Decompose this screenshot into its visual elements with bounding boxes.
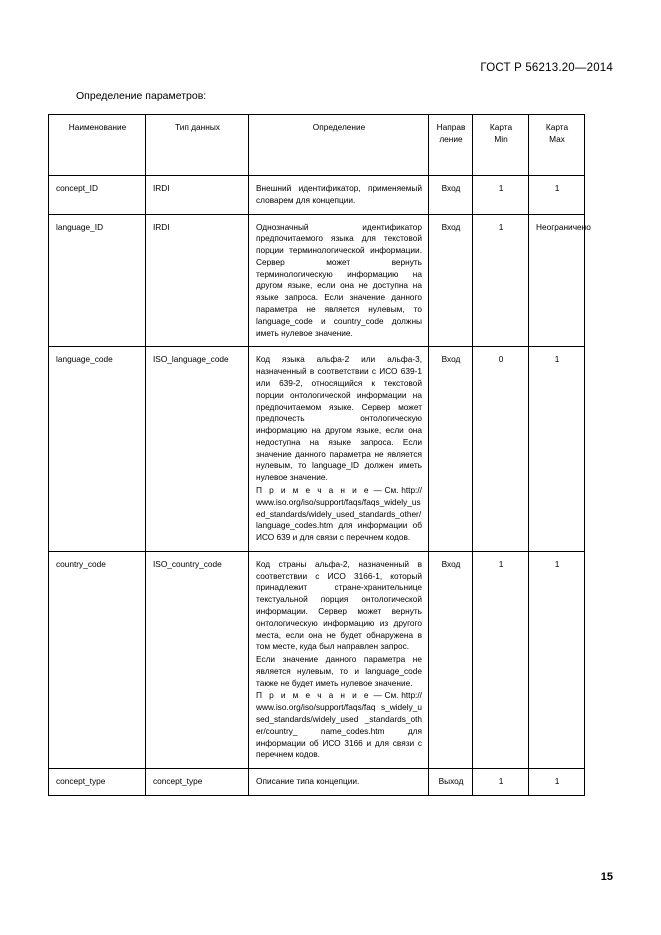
table-row xyxy=(49,214,585,347)
table-row xyxy=(49,769,585,796)
note-see: См. xyxy=(384,484,399,495)
min-line1: Карта xyxy=(489,122,513,132)
param-min: 1 xyxy=(473,551,529,768)
param-direction: Выход xyxy=(429,769,473,796)
param-type: concept_type xyxy=(146,769,249,796)
table-header-row xyxy=(49,115,585,176)
param-min: 1 xyxy=(473,176,529,215)
param-definition: Описание типа концепции. xyxy=(249,769,429,796)
table-row xyxy=(49,176,585,215)
table-row xyxy=(49,347,585,552)
param-type: ISO_country_code xyxy=(146,551,249,768)
note-tail: для информации об ИСО 639 и для связи с перечнем кодов. xyxy=(256,520,422,543)
parameters-table xyxy=(48,114,591,796)
column-header-min xyxy=(473,115,529,176)
max-line2: Max xyxy=(549,133,565,144)
param-min: 0 xyxy=(473,347,529,552)
intro-text: Определение параметров: xyxy=(76,90,207,102)
param-definition xyxy=(249,347,429,552)
direction-line1: Направ xyxy=(436,122,466,132)
definition-text-2: Если значение данного параметра не является нулевым, то и language_code также не будет иметь нулевое значение. xyxy=(256,654,422,688)
param-definition xyxy=(249,551,429,768)
param-name: language_code xyxy=(49,347,146,552)
param-type: ISO_language_code xyxy=(146,347,249,552)
note-tail: для информации об ИСО 3166 и для связи с перечнем кодов. xyxy=(256,725,422,760)
definition-note xyxy=(256,690,422,761)
definition-note xyxy=(256,485,422,544)
param-min: 1 xyxy=(473,214,529,347)
param-name: concept_ID xyxy=(49,176,146,215)
param-name: language_ID xyxy=(49,214,146,347)
param-name: concept_type xyxy=(49,769,146,796)
param-name: country_code xyxy=(49,551,146,768)
standard-header: ГОСТ Р 56213.20—2014 xyxy=(480,62,613,74)
column-header-direction xyxy=(429,115,473,176)
column-header-type: Тип данных xyxy=(146,115,249,176)
param-definition: Однозначный идентификатор предпочитаемого языка для текстовой порции терминологической информации. Сервер может вернуть терминологическую информацию на другом языке, если она не доступна на языке запроса. Если значение данного параметра не является нулевым, то language_code и country_code должны иметь нулевое значение. xyxy=(249,214,429,347)
max-line1: Карта xyxy=(545,122,569,132)
note-url: http://www.iso.org/iso/support/faqs/faq s_widely_used_standards/widely_used _standards_other/country_ name_codes.htm xyxy=(256,690,422,736)
param-min: 1 xyxy=(473,769,529,796)
param-max: Неограничено xyxy=(529,214,585,347)
param-direction: Вход xyxy=(429,176,473,215)
min-line2: Min xyxy=(494,133,508,144)
param-definition: Внешний идентификатор, применяемый словарем для концепции. xyxy=(249,176,429,215)
note-see: См. xyxy=(384,690,399,701)
note-label: П р и м е ч а н и е xyxy=(256,484,371,495)
param-type: IRDI xyxy=(146,214,249,347)
note-label: П р и м е ч а н и е xyxy=(256,690,371,701)
column-header-definition: Определение xyxy=(249,115,429,176)
param-max: 1 xyxy=(529,347,585,552)
param-direction: Вход xyxy=(429,214,473,347)
direction-line2: ление xyxy=(439,133,463,144)
column-header-max xyxy=(529,115,585,176)
note-dash: — xyxy=(373,484,382,495)
definition-text: Код языка альфа-2 или альфа-3, назначенный в соответствии с ИСО 639-1 или 639-2, относящийся к текстовой порции онтологической информации на предпочитаемом языке. Сервер может предпочесть онтологическую информацию на другом языке, если она недоступна на языке запроса. Если значение данного параметра не является нулевым, то language_ID должен иметь нулевое значение. xyxy=(256,354,422,483)
column-header-name: Наименование xyxy=(49,115,146,176)
note-url: http://www.iso.org/iso/support/faqs/faqs_widely_used_standards/widely_used_standards_other/language_codes.htm xyxy=(256,484,422,531)
param-max: 1 xyxy=(529,769,585,796)
param-direction: Вход xyxy=(429,551,473,768)
param-direction: Вход xyxy=(429,347,473,552)
page-number: 15 xyxy=(600,871,613,883)
param-max: 1 xyxy=(529,176,585,215)
definition-text: Код страны альфа-2, назначенный в соответствии с ИСО 3166-1, который принадлежит стране-хранительнице текстуальной порция онтологической информации. Сервер может вернуть онтологическую информацию из другого места, если она не будет обнаружена в том месте, куда был направлен запрос. xyxy=(256,558,422,652)
param-type: IRDI xyxy=(146,176,249,215)
table-row xyxy=(49,551,585,768)
param-max: 1 xyxy=(529,551,585,768)
note-dash: — xyxy=(373,690,382,701)
